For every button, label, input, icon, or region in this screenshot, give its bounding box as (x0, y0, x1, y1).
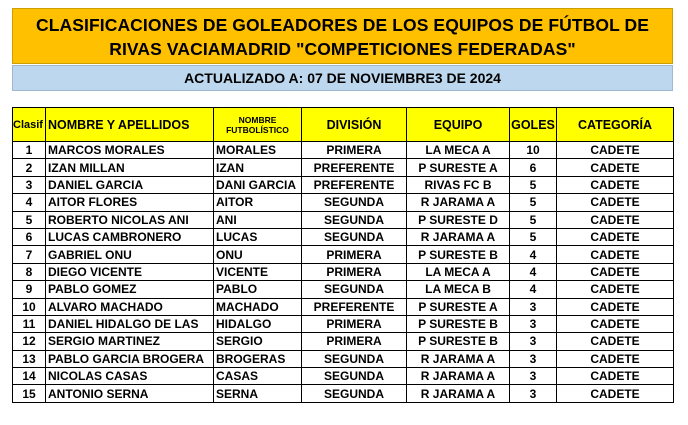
cell-categoria: CADETE (557, 194, 674, 211)
cell-nombre-futbolistico: BROGERAS (214, 350, 302, 367)
cell-goles: 3 (510, 350, 557, 367)
cell-nombre: ANTONIO SERNA (46, 385, 214, 402)
cell-nombre: PABLO GARCIA BROGERA (46, 350, 214, 367)
cell-nombre-futbolistico: VICENTE (214, 263, 302, 280)
cell-goles: 10 (510, 142, 557, 159)
cell-goles: 4 (510, 281, 557, 298)
header-equipo: EQUIPO (407, 108, 510, 142)
cell-categoria: CADETE (557, 385, 674, 402)
cell-nombre-futbolistico: AITOR (214, 194, 302, 211)
cell-nombre: GABRIEL ONU (46, 246, 214, 263)
cell-position: 8 (13, 263, 46, 280)
cell-position: 14 (13, 368, 46, 385)
cell-division: PREFERENTE (302, 176, 407, 193)
cell-nombre-futbolistico: LUCAS (214, 228, 302, 245)
title-line-2: RIVAS VACIAMADRID "COMPETICIONES FEDERADAS" (109, 39, 576, 59)
cell-nombre-futbolistico: CASAS (214, 368, 302, 385)
table-row (13, 385, 674, 402)
cell-nombre: DANIEL GARCIA (46, 176, 214, 193)
cell-categoria: CADETE (557, 211, 674, 228)
cell-equipo: P SURESTE A (407, 298, 510, 315)
cell-division: SEGUNDA (302, 194, 407, 211)
cell-position: 4 (13, 194, 46, 211)
cell-division: PRIMERA (302, 263, 407, 280)
cell-nombre: PABLO GOMEZ (46, 281, 214, 298)
header-nombre-futbolistico (214, 108, 302, 142)
table-row (13, 228, 674, 245)
cell-categoria: CADETE (557, 263, 674, 280)
cell-position: 15 (13, 385, 46, 402)
table-row (13, 263, 674, 280)
cell-goles: 3 (510, 298, 557, 315)
table-header-row (13, 108, 674, 142)
cell-equipo: P SURESTE B (407, 333, 510, 350)
cell-categoria: CADETE (557, 333, 674, 350)
cell-position: 6 (13, 228, 46, 245)
cell-equipo: P SURESTE B (407, 246, 510, 263)
header-categoria: CATEGORÍA (557, 108, 674, 142)
cell-nombre-futbolistico: DANI GARCIA (214, 176, 302, 193)
cell-categoria: CADETE (557, 298, 674, 315)
cell-equipo: R JARAMA A (407, 368, 510, 385)
header-goles: GOLES (510, 108, 557, 142)
cell-division: PREFERENTE (302, 159, 407, 176)
cell-division: PRIMERA (302, 315, 407, 332)
cell-equipo: R JARAMA A (407, 385, 510, 402)
cell-nombre-futbolistico: MORALES (214, 142, 302, 159)
table-row (13, 176, 674, 193)
header-division: DIVISIÓN (302, 108, 407, 142)
cell-nombre: LUCAS CAMBRONERO (46, 228, 214, 245)
cell-equipo: RIVAS FC B (407, 176, 510, 193)
cell-categoria: CADETE (557, 142, 674, 159)
cell-nombre-futbolistico: ONU (214, 246, 302, 263)
cell-division: SEGUNDA (302, 228, 407, 245)
table-row (13, 211, 674, 228)
update-date-banner: ACTUALIZADO A: 07 DE NOVIEMBRE3 DE 2024 (12, 65, 673, 91)
table-row (13, 142, 674, 159)
cell-division: SEGUNDA (302, 368, 407, 385)
cell-division: PRIMERA (302, 142, 407, 159)
cell-categoria: CADETE (557, 176, 674, 193)
cell-equipo: P SURESTE B (407, 315, 510, 332)
cell-position: 1 (13, 142, 46, 159)
cell-equipo: LA MECA A (407, 142, 510, 159)
cell-division: SEGUNDA (302, 350, 407, 367)
table-row (13, 194, 674, 211)
cell-position: 5 (13, 211, 46, 228)
table-row (13, 368, 674, 385)
cell-goles: 4 (510, 246, 557, 263)
scorers-table (12, 107, 674, 403)
table-row (13, 159, 674, 176)
cell-position: 2 (13, 159, 46, 176)
cell-equipo: R JARAMA A (407, 350, 510, 367)
cell-goles: 5 (510, 211, 557, 228)
header-clasif: Clasif (13, 108, 46, 142)
cell-position: 11 (13, 315, 46, 332)
cell-nombre: DIEGO VICENTE (46, 263, 214, 280)
cell-division: SEGUNDA (302, 385, 407, 402)
cell-division: PREFERENTE (302, 298, 407, 315)
cell-nombre-futbolistico: SERGIO (214, 333, 302, 350)
cell-nombre: SERGIO MARTINEZ (46, 333, 214, 350)
cell-nombre-futbolistico: PABLO (214, 281, 302, 298)
cell-goles: 6 (510, 159, 557, 176)
cell-division: SEGUNDA (302, 211, 407, 228)
cell-goles: 4 (510, 263, 557, 280)
cell-nombre-futbolistico: MACHADO (214, 298, 302, 315)
cell-position: 10 (13, 298, 46, 315)
cell-equipo: P SURESTE D (407, 211, 510, 228)
cell-categoria: CADETE (557, 228, 674, 245)
cell-goles: 3 (510, 385, 557, 402)
cell-nombre: MARCOS MORALES (46, 142, 214, 159)
table-body (13, 142, 674, 403)
cell-nombre-futbolistico: IZAN (214, 159, 302, 176)
cell-nombre-futbolistico: SERNA (214, 385, 302, 402)
table-row (13, 298, 674, 315)
cell-categoria: CADETE (557, 246, 674, 263)
cell-categoria: CADETE (557, 368, 674, 385)
cell-position: 7 (13, 246, 46, 263)
cell-categoria: CADETE (557, 315, 674, 332)
cell-equipo: P SURESTE A (407, 159, 510, 176)
cell-nombre: AITOR FLORES (46, 194, 214, 211)
page-title (12, 8, 673, 64)
cell-position: 12 (13, 333, 46, 350)
cell-goles: 5 (510, 194, 557, 211)
cell-equipo: LA MECA A (407, 263, 510, 280)
cell-equipo: R JARAMA A (407, 228, 510, 245)
cell-goles: 5 (510, 176, 557, 193)
cell-goles: 3 (510, 315, 557, 332)
table-row (13, 281, 674, 298)
header-nombre: NOMBRE Y APELLIDOS (46, 108, 214, 142)
cell-categoria: CADETE (557, 159, 674, 176)
table-row (13, 350, 674, 367)
table-row (13, 333, 674, 350)
cell-goles: 5 (510, 228, 557, 245)
cell-nombre-futbolistico: ANI (214, 211, 302, 228)
cell-categoria: CADETE (557, 281, 674, 298)
cell-division: PRIMERA (302, 246, 407, 263)
cell-position: 3 (13, 176, 46, 193)
cell-nombre-futbolistico: HIDALGO (214, 315, 302, 332)
cell-equipo: R JARAMA A (407, 194, 510, 211)
cell-nombre: ROBERTO NICOLAS ANI (46, 211, 214, 228)
cell-goles: 3 (510, 333, 557, 350)
cell-position: 13 (13, 350, 46, 367)
cell-nombre: IZAN MILLAN (46, 159, 214, 176)
cell-equipo: LA MECA B (407, 281, 510, 298)
title-line-1: CLASIFICACIONES DE GOLEADORES DE LOS EQUIPOS DE FÚTBOL DE (35, 15, 650, 35)
cell-division: PRIMERA (302, 333, 407, 350)
cell-categoria: CADETE (557, 350, 674, 367)
header-futbolistico-line-2: FUTBOLÍSTICO (226, 124, 289, 135)
cell-nombre: DANIEL HIDALGO DE LAS (46, 315, 214, 332)
table-row (13, 246, 674, 263)
cell-division: SEGUNDA (302, 281, 407, 298)
cell-nombre: NICOLAS CASAS (46, 368, 214, 385)
cell-goles: 3 (510, 368, 557, 385)
header-futbolistico-line-1: NOMBRE (238, 114, 277, 125)
table-row (13, 315, 674, 332)
cell-nombre: ALVARO MACHADO (46, 298, 214, 315)
cell-position: 9 (13, 281, 46, 298)
